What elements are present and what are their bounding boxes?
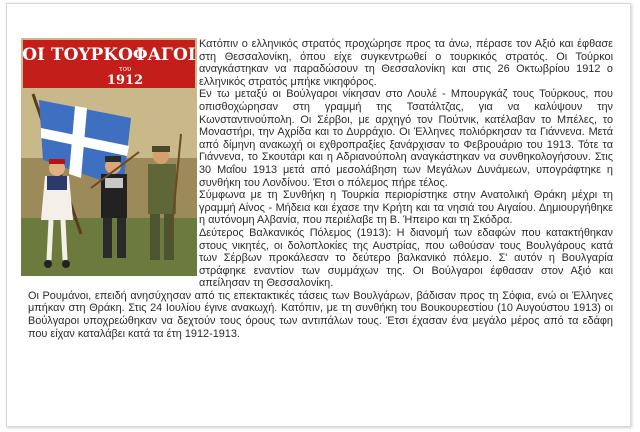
- image-float-spacer: [21, 38, 199, 279]
- paragraph-first-war: Εν τω μεταξύ οι Βούλγαροι νίκησαν στο Λουλέ - Μπουργκάζ τους Τούρκους, που οπισθοχώρησαν στη γραμμή της Τσατάλτζας, για να καλύψουν την Κωνσταντινούπολη. Οι Σέρβοι, με αρχηγό τον Πούτνικ, κατέλαβαν το Μπέλες, το Μοναστήρι, την Αχρίδα και το Δυρράχιο. Οι Έλληνες πολιόρκησαν τα Γιάννενα. Μετά από δίμηνη ανακωχή οι εχθροπραξίες ξανάρχισαν το Φεβρουάριο του 1913. Τότε τα Γιάννενα, το Σκουτάρι και η Αδριανούπολη αναγκάστηκαν να συνθηκολογήσουν. Στις 30 Μαΐου 1913 μετά από μεσολάβηση των Μεγάλων Δυνάμεων, υπογράφτηκε η συνθήκη του Λονδίνου. Έτσι ο πόλεμος πήρε τέλος.: [199, 88, 613, 189]
- paragraph-treaty-london: Σύμφωνα με τη Συνθήκη η Τουρκία περιορίστηκε στην Ανατολική Θράκη μέχρι τη γραμμή Αίνος - Μήδεια και έχασε την Κρήτη και τα νησιά του Αιγαίου. Δημιουργήθηκε η αυτόνομη Αλβανία, που περιέλαβε τη Β. Ήπειρο και τη Σκόδρα.: [199, 189, 613, 227]
- paragraph-second-war: Δεύτερος Βαλκανικός Πόλεμος (1913): Η διανομή των εδαφών που κατακτήθηκαν στους νικητές, οι δολοπλοκίες της Αυστρίας, που ωθούσαν τους Βουλγάρους κατά των Σέρβων προκάλεσαν το δεύτερο βαλκανικό πόλεμο. Σ' αυτόν η Βουλγαρία στράφηκε εναντίον των συμμάχων της. Οι Βούλγαροι έφθασαν στον Αξιό και απείλησαν τη Θεσσαλονίκη.: [199, 226, 613, 290]
- article-body: [28, 38, 613, 340]
- poster-year: 1912: [106, 73, 144, 88]
- poster-subtitle: του: [118, 65, 132, 73]
- paragraph-thessaloniki: Κατόπιν ο ελληνικός στρατός προχώρησε προς τα άνω, πέρασε τον Αξιό και έφθασε στη Θεσσαλονίκη, όπου είχε συγκεντρωθεί ο τουρκικός στρατός. Οι Τούρκοι αναγκάστηκαν να παραδώσουν τη Θεσσαλονίκη και στις 26 Οκτωβρίου 1912 ο ελληνικός στρατός μπήκε νικηφόρος.: [199, 38, 613, 88]
- poster-title: ΟΙ ΤΟΥΡΚΟΦΑΓΟΙ: [22, 45, 196, 65]
- paragraph-treaty-bucharest: Οι Ρουμάνοι, επειδή ανησύχησαν από τις επεκτακτικές τάσεις των Βουλγάρων, βάδισαν προς τη Σόφια, ενώ οι Έλληνες μπήκαν στη Θράκη. Στις 24 Ιουλίου έγινε ανακωχή. Κατόπιν, με τη συνθήκη του Βουκουρεστίου (10 Αυγούστου 1913) οι Βούλγαροι υποχρεώθηκαν να δεχτούν τους όρους των αντιπάλων τους. Έτσι έχασαν ένα μεγάλο μέρος από τα εδάφη που είχαν καταλάβει κατά τα έτη 1912-1913.: [28, 289, 613, 340]
